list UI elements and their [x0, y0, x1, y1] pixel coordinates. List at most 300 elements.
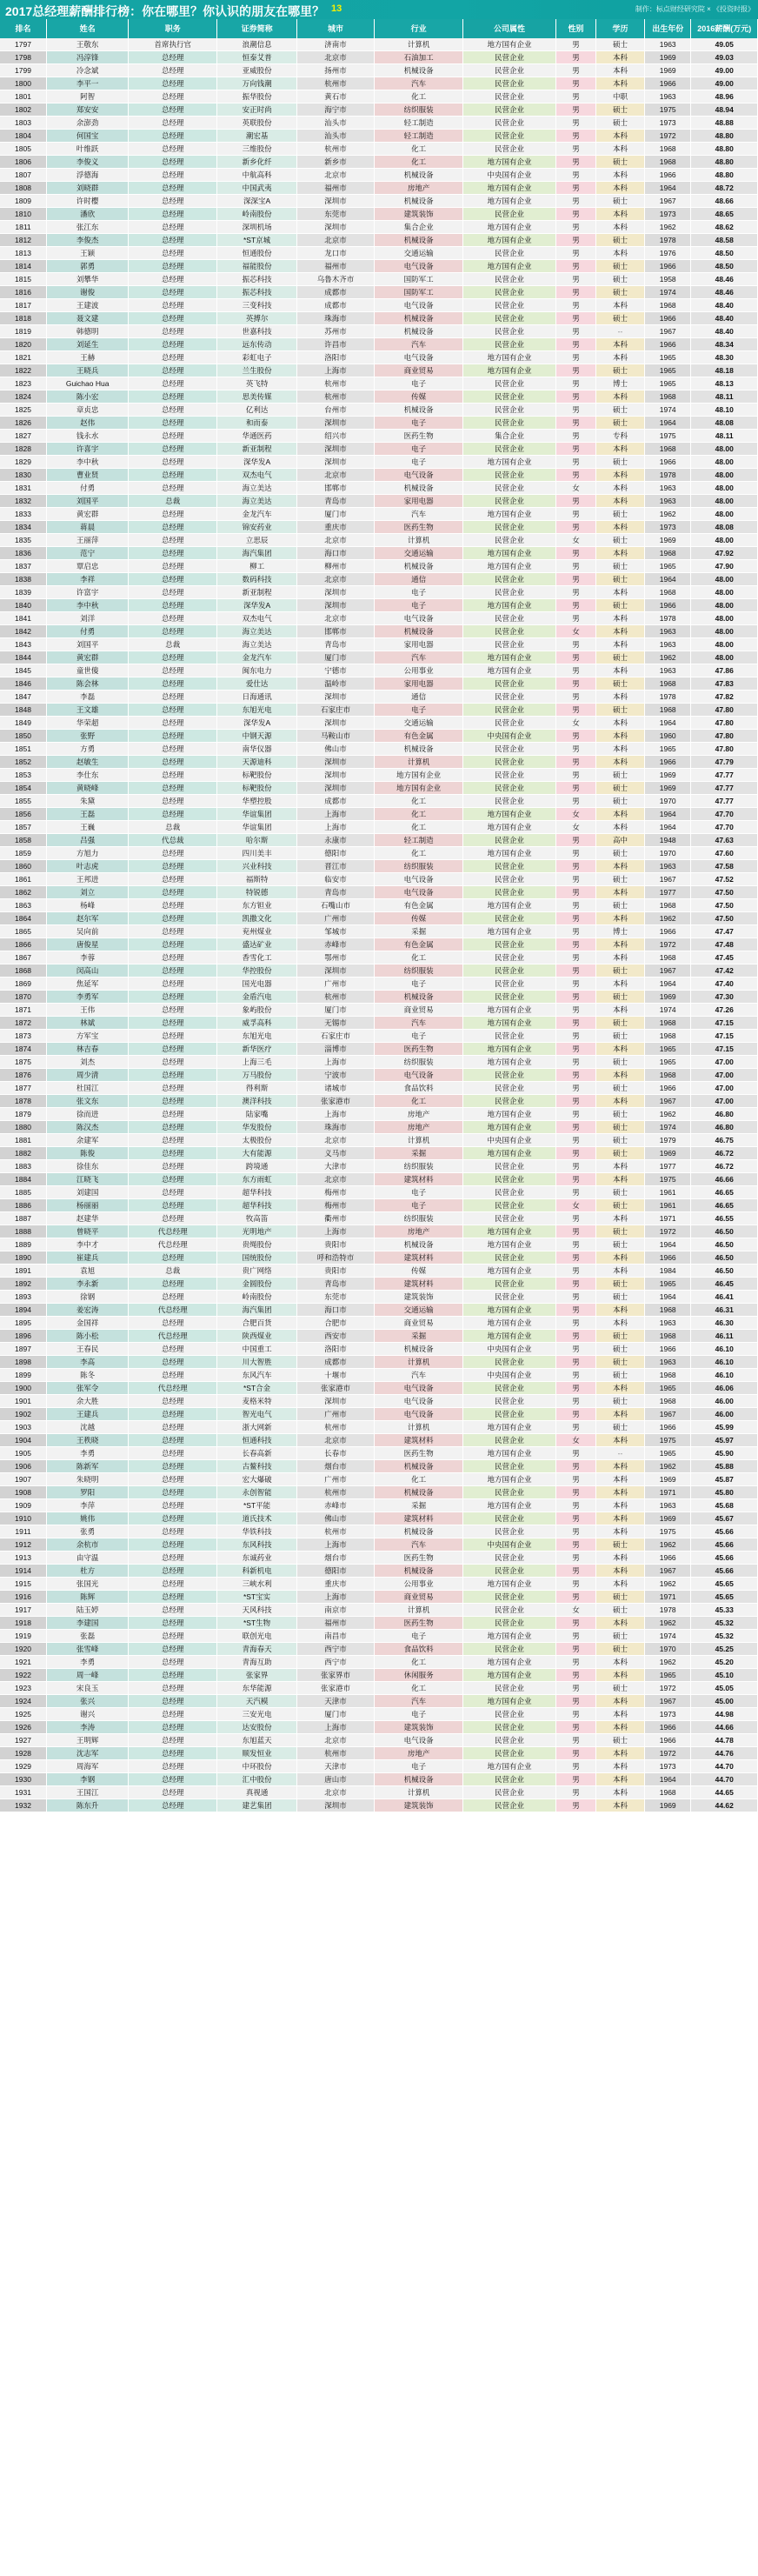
cell-rank: 1813 — [0, 247, 47, 260]
table-row — [0, 1591, 758, 1604]
table-row — [0, 547, 758, 560]
cell-salary: 45.10 — [691, 1669, 758, 1682]
cell-city: 深圳市 — [296, 691, 374, 704]
table-row — [0, 756, 758, 769]
cell-gender: 男 — [556, 964, 596, 978]
cell-education: 硕士 — [595, 704, 644, 717]
cell-name: 姚伟 — [47, 1512, 129, 1525]
cell-industry: 电气设备 — [375, 351, 463, 364]
cell-city: 西宁市 — [296, 1656, 374, 1669]
cell-city: 杭州市 — [296, 1421, 374, 1434]
cell-education: 本科 — [595, 1251, 644, 1265]
cell-industry: 电气设备 — [375, 1395, 463, 1408]
cell-stock-name: 建艺集团 — [217, 1799, 297, 1812]
cell-industry: 化工 — [375, 1682, 463, 1695]
cell-stock-name: 新亚制程 — [217, 586, 297, 599]
cell-rank: 1866 — [0, 938, 47, 951]
cell-gender: 男 — [556, 1382, 596, 1395]
cell-stock-name: 四川美丰 — [217, 847, 297, 860]
cell-position: 总经理 — [129, 1317, 217, 1330]
table-row — [0, 1291, 758, 1304]
cell-name: 浮德海 — [47, 169, 129, 182]
cell-position: 总经理 — [129, 247, 217, 260]
cell-position: 总经理 — [129, 612, 217, 625]
cell-city: 成都市 — [296, 299, 374, 312]
cell-birth-year: 1968 — [644, 1304, 691, 1317]
cell-rank: 1872 — [0, 1017, 47, 1030]
cell-birth-year: 1965 — [644, 1043, 691, 1056]
cell-salary: 46.50 — [691, 1251, 758, 1265]
cell-position: 总经理 — [129, 925, 217, 938]
table-row — [0, 704, 758, 717]
cell-position: 总经理 — [129, 1030, 217, 1043]
cell-city: 宁波市 — [296, 1069, 374, 1082]
cell-rank: 1886 — [0, 1199, 47, 1212]
cell-city: 西宁市 — [296, 1643, 374, 1656]
cell-stock-name: 安正时尚 — [217, 103, 297, 117]
cell-name: 杨丽丽 — [47, 1199, 129, 1212]
cell-company-type: 地方国有企业 — [463, 1421, 556, 1434]
col-salary: 2016薪酬(万元) — [691, 19, 758, 38]
cell-rank: 1805 — [0, 143, 47, 156]
cell-birth-year: 1974 — [644, 1121, 691, 1134]
cell-position: 总经理 — [129, 1447, 217, 1460]
cell-company-type: 民营企业 — [463, 208, 556, 221]
cell-industry: 机械设备 — [375, 1486, 463, 1499]
cell-stock-name: 东方雨虹 — [217, 1173, 297, 1186]
cell-stock-name: 岭南股份 — [217, 1291, 297, 1304]
cell-company-type: 民营企业 — [463, 951, 556, 964]
cell-position: 总经理 — [129, 1617, 217, 1630]
cell-position: 总经理 — [129, 1147, 217, 1160]
cell-position: 总经理 — [129, 1108, 217, 1121]
cell-industry: 商业贸易 — [375, 1591, 463, 1604]
cell-position: 代总经理 — [129, 1382, 217, 1395]
cell-gender: 男 — [556, 51, 596, 64]
cell-name: 叶维跃 — [47, 143, 129, 156]
cell-birth-year: 1972 — [644, 1225, 691, 1238]
cell-stock-name: 达安股份 — [217, 1721, 297, 1734]
cell-company-type: 民营企业 — [463, 273, 556, 286]
cell-stock-name: 振芯科技 — [217, 286, 297, 299]
table-row — [0, 521, 758, 534]
cell-birth-year: 1967 — [644, 1695, 691, 1708]
cell-salary: 46.50 — [691, 1238, 758, 1251]
cell-gender: 男 — [556, 1695, 596, 1708]
cell-name: 王建兵 — [47, 1408, 129, 1421]
cell-position: 总经理 — [129, 1460, 217, 1473]
cell-education: 本科 — [595, 390, 644, 404]
cell-salary: 46.41 — [691, 1291, 758, 1304]
cell-stock-name: 跨境通 — [217, 1160, 297, 1173]
cell-salary: 48.80 — [691, 130, 758, 143]
cell-rank: 1848 — [0, 704, 47, 717]
cell-industry: 机械设备 — [375, 991, 463, 1004]
cell-salary: 48.80 — [691, 143, 758, 156]
cell-birth-year: 1971 — [644, 1486, 691, 1499]
table-row — [0, 1760, 758, 1773]
cell-name: 章贞忠 — [47, 404, 129, 417]
cell-company-type: 民营企业 — [463, 1199, 556, 1212]
cell-salary: 48.80 — [691, 156, 758, 169]
table-row — [0, 1734, 758, 1747]
cell-birth-year: 1978 — [644, 469, 691, 482]
cell-stock-name: 长春高新 — [217, 1447, 297, 1460]
cell-stock-name: 潮宏基 — [217, 130, 297, 143]
cell-name: 阿智 — [47, 90, 129, 103]
cell-education: 硕士 — [595, 1291, 644, 1304]
cell-position: 总经理 — [129, 573, 217, 586]
cell-name: 曹业贤 — [47, 469, 129, 482]
table-row — [0, 1447, 758, 1460]
cell-industry: 化工 — [375, 90, 463, 103]
cell-gender: 男 — [556, 1212, 596, 1225]
cell-education: 本科 — [595, 51, 644, 64]
cell-industry: 机械设备 — [375, 1565, 463, 1578]
cell-company-type: 地方国有企业 — [463, 925, 556, 938]
cell-position: 总经理 — [129, 938, 217, 951]
cell-stock-name: 凯撒文化 — [217, 912, 297, 925]
cell-gender: 男 — [556, 847, 596, 860]
cell-position: 代总裁 — [129, 834, 217, 847]
cell-rank: 1802 — [0, 103, 47, 117]
cell-gender: 男 — [556, 377, 596, 390]
cell-rank: 1835 — [0, 534, 47, 547]
cell-salary: 44.70 — [691, 1773, 758, 1786]
cell-position: 总经理 — [129, 1212, 217, 1225]
cell-gender: 男 — [556, 38, 596, 51]
table-row — [0, 143, 758, 156]
cell-company-type: 民营企业 — [463, 1434, 556, 1447]
cell-birth-year: 1968 — [644, 1395, 691, 1408]
cell-gender: 男 — [556, 286, 596, 299]
cell-name: 许时樱 — [47, 195, 129, 208]
cell-company-type: 民营企业 — [463, 377, 556, 390]
cell-industry: 医药生物 — [375, 430, 463, 443]
cell-city: 上海市 — [296, 364, 374, 377]
cell-salary: 47.50 — [691, 899, 758, 912]
cell-rank: 1905 — [0, 1447, 47, 1460]
cell-rank: 1815 — [0, 273, 47, 286]
cell-education: 硕士 — [595, 1356, 644, 1369]
cell-stock-name: 日海通讯 — [217, 691, 297, 704]
cell-position: 总裁 — [129, 821, 217, 834]
cell-birth-year: 1971 — [644, 1591, 691, 1604]
cell-rank: 1901 — [0, 1395, 47, 1408]
cell-company-type: 地方国有企业 — [463, 364, 556, 377]
cell-city: 大津市 — [296, 1160, 374, 1173]
cell-birth-year: 1968 — [644, 299, 691, 312]
cell-city: 福州市 — [296, 260, 374, 273]
cell-industry: 机械设备 — [375, 1460, 463, 1473]
cell-education: 本科 — [595, 1265, 644, 1278]
cell-gender: 男 — [556, 769, 596, 782]
cell-rank: 1892 — [0, 1278, 47, 1291]
cell-gender: 男 — [556, 521, 596, 534]
cell-name: 陈新军 — [47, 1460, 129, 1473]
cell-salary: 47.83 — [691, 677, 758, 691]
cell-birth-year: 1964 — [644, 717, 691, 730]
cell-rank: 1814 — [0, 260, 47, 273]
col-gender: 性别 — [556, 19, 596, 38]
cell-industry: 医药生物 — [375, 1447, 463, 1460]
col-rank: 排名 — [0, 19, 47, 38]
cell-gender: 男 — [556, 495, 596, 508]
cell-industry: 石油加工 — [375, 51, 463, 64]
col-city: 城市 — [296, 19, 374, 38]
cell-name: 何国宝 — [47, 130, 129, 143]
cell-education: 硕士 — [595, 964, 644, 978]
cell-salary: 47.70 — [691, 821, 758, 834]
cell-education: 硕士 — [595, 1225, 644, 1238]
cell-gender: 男 — [556, 1343, 596, 1356]
cell-city: 杭州市 — [296, 377, 374, 390]
cell-city: 海宁市 — [296, 103, 374, 117]
cell-name: 陈东升 — [47, 1799, 129, 1812]
cell-birth-year: 1968 — [644, 677, 691, 691]
table-row — [0, 1238, 758, 1251]
cell-rank: 1856 — [0, 808, 47, 821]
cell-education: 硕士 — [595, 795, 644, 808]
cell-position: 总经理 — [129, 1082, 217, 1095]
cell-salary: 46.31 — [691, 1304, 758, 1317]
cell-position: 总经理 — [129, 547, 217, 560]
cell-salary: 47.60 — [691, 847, 758, 860]
cell-education: 硕士 — [595, 1108, 644, 1121]
cell-birth-year: 1963 — [644, 1499, 691, 1512]
cell-industry: 国防军工 — [375, 273, 463, 286]
cell-education: 硕士 — [595, 1121, 644, 1134]
cell-stock-name: 闽东电力 — [217, 664, 297, 677]
cell-name: 王春民 — [47, 1343, 129, 1356]
cell-position: 总经理 — [129, 1578, 217, 1591]
cell-stock-name: 海立美达 — [217, 482, 297, 495]
cell-salary: 46.55 — [691, 1212, 758, 1225]
cell-company-type: 民营企业 — [463, 1643, 556, 1656]
cell-salary: 48.00 — [691, 573, 758, 586]
cell-company-type: 民营企业 — [463, 103, 556, 117]
cell-stock-name: *ST京城 — [217, 234, 297, 247]
cell-stock-name: 宏大爆破 — [217, 1473, 297, 1486]
cell-company-type: 民营企业 — [463, 1734, 556, 1747]
cell-city: 石家庄市 — [296, 1030, 374, 1043]
cell-education: 本科 — [595, 1773, 644, 1786]
cell-position: 总经理 — [129, 117, 217, 130]
cell-stock-name: 深华发A — [217, 456, 297, 469]
cell-rank: 1861 — [0, 873, 47, 886]
cell-education: 硕士 — [595, 991, 644, 1004]
cell-salary: 46.65 — [691, 1199, 758, 1212]
cell-rank: 1918 — [0, 1617, 47, 1630]
cell-industry: 电气设备 — [375, 469, 463, 482]
cell-name: 蒋晨 — [47, 521, 129, 534]
cell-stock-name: 双杰电气 — [217, 469, 297, 482]
cell-education: 硕士 — [595, 1017, 644, 1030]
cell-company-type: 民营企业 — [463, 1356, 556, 1369]
cell-gender: 男 — [556, 586, 596, 599]
cell-education: 硕士 — [595, 1082, 644, 1095]
cell-industry: 电子 — [375, 599, 463, 612]
cell-education: 本科 — [595, 1525, 644, 1538]
cell-city: 德阳市 — [296, 847, 374, 860]
cell-company-type: 民营企业 — [463, 1682, 556, 1695]
cell-company-type: 民营企业 — [463, 1617, 556, 1630]
cell-birth-year: 1974 — [644, 1630, 691, 1643]
table-row — [0, 1721, 758, 1734]
cell-name: 陈小宏 — [47, 390, 129, 404]
cell-stock-name: 远东传动 — [217, 338, 297, 351]
table-row — [0, 508, 758, 521]
cell-stock-name: 南华仪器 — [217, 743, 297, 756]
cell-name: 陈小松 — [47, 1330, 129, 1343]
cell-city: 北京市 — [296, 1786, 374, 1799]
cell-education: 本科 — [595, 64, 644, 77]
cell-industry: 建筑材料 — [375, 1251, 463, 1265]
table-row — [0, 1043, 758, 1056]
cell-salary: 48.72 — [691, 182, 758, 195]
cell-birth-year: 1972 — [644, 938, 691, 951]
cell-stock-name: 华铁科技 — [217, 1525, 297, 1538]
cell-salary: 47.77 — [691, 782, 758, 795]
cell-gender: 男 — [556, 1121, 596, 1134]
cell-birth-year: 1968 — [644, 1017, 691, 1030]
table-row — [0, 1317, 758, 1330]
cell-education: 硕士 — [595, 677, 644, 691]
cell-company-type: 地方国有企业 — [463, 1760, 556, 1773]
cell-name: 黄宏群 — [47, 508, 129, 521]
cell-company-type: 民营企业 — [463, 1486, 556, 1499]
cell-rank: 1873 — [0, 1030, 47, 1043]
cell-industry: 医药生物 — [375, 1043, 463, 1056]
cell-education: 硕士 — [595, 534, 644, 547]
table-row — [0, 1304, 758, 1317]
table-row — [0, 743, 758, 756]
cell-company-type: 民营企业 — [463, 886, 556, 899]
cell-city: 深圳市 — [296, 717, 374, 730]
cell-company-type: 民营企业 — [463, 625, 556, 638]
cell-name: 李勇军 — [47, 991, 129, 1004]
table-row — [0, 821, 758, 834]
cell-gender: 男 — [556, 899, 596, 912]
cell-salary: 47.86 — [691, 664, 758, 677]
cell-stock-name: 国光电器 — [217, 978, 297, 991]
cell-birth-year: 1984 — [644, 1265, 691, 1278]
cell-gender: 男 — [556, 1773, 596, 1786]
cell-stock-name: 东旭光电 — [217, 1030, 297, 1043]
cell-rank: 1870 — [0, 991, 47, 1004]
cell-gender: 男 — [556, 912, 596, 925]
cell-industry: 有色金属 — [375, 938, 463, 951]
cell-gender: 男 — [556, 390, 596, 404]
cell-name: 杨峰 — [47, 899, 129, 912]
cell-stock-name: 超华科技 — [217, 1199, 297, 1212]
cell-position: 总经理 — [129, 1134, 217, 1147]
cell-gender: 男 — [556, 1525, 596, 1538]
cell-rank: 1896 — [0, 1330, 47, 1343]
table-row — [0, 1082, 758, 1095]
page-title: 2017总经理薪酬排行榜：你在哪里？你认识的朋友在哪里？ — [5, 4, 325, 18]
cell-education: -- — [595, 325, 644, 338]
cell-industry: 电子 — [375, 1760, 463, 1773]
table-row — [0, 1525, 758, 1538]
cell-rank: 1828 — [0, 443, 47, 456]
cell-gender: 男 — [556, 1682, 596, 1695]
cell-stock-name: 兰生股份 — [217, 364, 297, 377]
table-row — [0, 90, 758, 103]
cell-stock-name: 贵绳股份 — [217, 1238, 297, 1251]
table-row — [0, 286, 758, 299]
cell-salary: 48.13 — [691, 377, 758, 390]
cell-salary: 48.40 — [691, 312, 758, 325]
cell-company-type: 民营企业 — [463, 286, 556, 299]
cell-birth-year: 1971 — [644, 1212, 691, 1225]
cell-salary: 44.98 — [691, 1708, 758, 1721]
cell-industry: 机械设备 — [375, 404, 463, 417]
cell-position: 总经理 — [129, 404, 217, 417]
cell-rank: 1826 — [0, 417, 47, 430]
table-row — [0, 1486, 758, 1499]
cell-gender: 女 — [556, 821, 596, 834]
cell-education: 硕士 — [595, 847, 644, 860]
cell-stock-name: 福斯特 — [217, 873, 297, 886]
cell-rank: 1843 — [0, 638, 47, 651]
cell-birth-year: 1973 — [644, 521, 691, 534]
cell-rank: 1917 — [0, 1604, 47, 1617]
cell-industry: 电气设备 — [375, 1382, 463, 1395]
cell-name: 陈冬 — [47, 1369, 129, 1382]
cell-salary: 44.62 — [691, 1799, 758, 1812]
cell-industry: 建筑材料 — [375, 1173, 463, 1186]
cell-gender: 女 — [556, 1199, 596, 1212]
cell-education: 硕士 — [595, 195, 644, 208]
cell-birth-year: 1960 — [644, 730, 691, 743]
table-row — [0, 390, 758, 404]
cell-name: 李钢 — [47, 1773, 129, 1786]
cell-rank: 1820 — [0, 338, 47, 351]
table-row — [0, 1095, 758, 1108]
cell-position: 总经理 — [129, 195, 217, 208]
cell-industry: 化工 — [375, 821, 463, 834]
cell-salary: 46.45 — [691, 1278, 758, 1291]
cell-industry: 计算机 — [375, 756, 463, 769]
cell-city: 深圳市 — [296, 599, 374, 612]
cell-name: 李俊义 — [47, 156, 129, 169]
cell-rank: 1913 — [0, 1552, 47, 1565]
cell-position: 总经理 — [129, 1056, 217, 1069]
table-row — [0, 938, 758, 951]
cell-education: 本科 — [595, 221, 644, 234]
cell-industry: 医药生物 — [375, 1552, 463, 1565]
cell-position: 总经理 — [129, 795, 217, 808]
cell-birth-year: 1973 — [644, 117, 691, 130]
cell-rank: 1859 — [0, 847, 47, 860]
cell-rank: 1869 — [0, 978, 47, 991]
cell-rank: 1842 — [0, 625, 47, 638]
table-row — [0, 364, 758, 377]
cell-education: 本科 — [595, 1408, 644, 1421]
cell-company-type: 民营企业 — [463, 1552, 556, 1565]
cell-industry: 电子 — [375, 978, 463, 991]
cell-position: 总经理 — [129, 991, 217, 1004]
cell-gender: 男 — [556, 1643, 596, 1656]
table-row — [0, 1212, 758, 1225]
cell-birth-year: 1974 — [644, 1004, 691, 1017]
cell-name: 李勇 — [47, 1447, 129, 1460]
cell-name: 李祥 — [47, 573, 129, 586]
cell-industry: 轻工制造 — [375, 117, 463, 130]
cell-salary: 44.65 — [691, 1786, 758, 1799]
cell-stock-name: 恒通股份 — [217, 247, 297, 260]
